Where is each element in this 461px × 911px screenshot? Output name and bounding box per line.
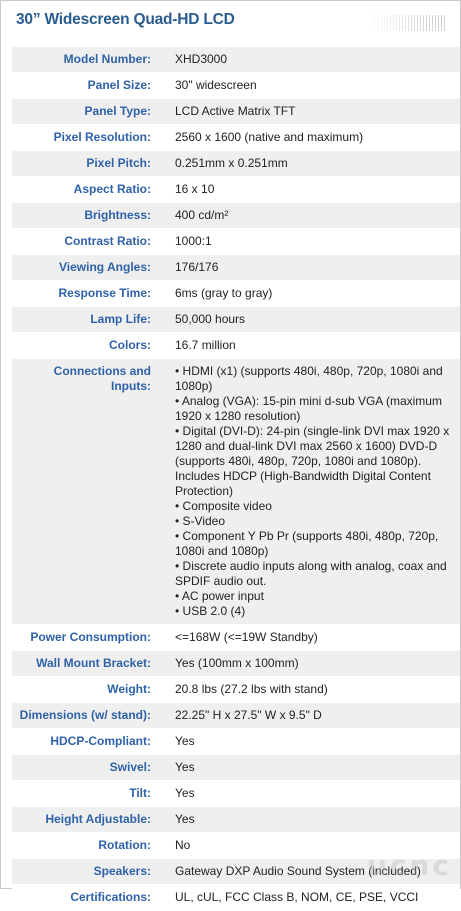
spec-value <box>162 729 460 754</box>
spec-label: Certifications: <box>70 890 151 904</box>
spec-row <box>12 703 460 729</box>
spec-row <box>12 281 460 307</box>
spec-value-line: 16 x 10 <box>175 182 215 196</box>
spec-value <box>162 359 460 624</box>
spec-value-line: 400 cd/m² <box>175 208 229 222</box>
spec-value <box>162 703 460 728</box>
spec-value <box>162 125 460 150</box>
spec-value-line: 0.251mm x 0.251mm <box>175 156 288 170</box>
spec-value-line: • Composite video <box>175 499 272 513</box>
spec-value <box>162 307 460 332</box>
spec-row <box>12 651 460 677</box>
spec-value-line: Yes (100mm x 100mm) <box>175 656 299 670</box>
spec-value-line: • AC power input <box>175 589 264 603</box>
spec-value-line: • Discrete audio inputs along with analog, coax and SPDIF audio out. <box>175 559 447 588</box>
spec-row <box>12 333 460 359</box>
spec-value <box>162 73 460 98</box>
spec-label: Colors: <box>109 338 151 352</box>
spec-value-line: • Analog (VGA): 15-pin mini d-sub VGA (maximum 1920 x 1280 resolution) <box>175 394 442 423</box>
spec-row <box>12 307 460 333</box>
spec-value-line: LCD Active Matrix TFT <box>175 104 296 118</box>
spec-label: Model Number: <box>63 52 151 66</box>
spec-value <box>162 47 460 72</box>
spec-label: Dimensions (w/ stand): <box>19 708 151 722</box>
spec-value-line: 176/176 <box>175 260 219 274</box>
spec-label: HDCP-Compliant: <box>50 734 151 748</box>
spec-label: Height Adjustable: <box>45 812 151 826</box>
spec-value-line: • Digital (DVI-D): 24-pin (single-link DVI max 1920 x 1280 and dual-link DVI max 2560 x 1600) DVD-D (supports 480i, 480p, 720p, 1080i and 1080p). Includes HDCP (High-Bandwidth Digital Content Protection) <box>175 424 450 498</box>
spec-row <box>12 255 460 281</box>
spec-row <box>12 177 460 203</box>
spec-value-line: 22.25" H x 27.5" W x 9.5" D <box>175 708 322 722</box>
spec-value <box>162 99 460 124</box>
spec-value-line: 16.7 million <box>175 338 236 352</box>
spec-label: Tilt: <box>129 786 151 800</box>
spec-value-line: 50,000 hours <box>175 312 246 326</box>
spec-value-line: • HDMI (x1) (supports 480i, 480p, 720p, 1080i and 1080p) <box>175 364 443 393</box>
spec-row <box>12 229 460 255</box>
spec-label: Contrast Ratio: <box>64 234 151 248</box>
spec-value <box>162 781 460 806</box>
spec-label: Aspect Ratio: <box>73 182 151 196</box>
spec-value-line: • USB 2.0 (4) <box>175 604 246 618</box>
spec-label: Panel Type: <box>84 104 151 118</box>
spec-row <box>12 359 460 625</box>
spec-label: Swivel: <box>109 760 151 774</box>
spec-value <box>162 625 460 650</box>
spec-value <box>162 755 460 780</box>
spec-row <box>12 781 460 807</box>
spec-value <box>162 281 460 306</box>
spec-value-line: XHD3000 <box>175 52 228 66</box>
spec-row <box>12 47 460 73</box>
spec-value-line: Yes <box>175 812 195 826</box>
spec-value <box>162 177 460 202</box>
spec-row <box>12 677 460 703</box>
spec-value <box>162 807 460 832</box>
spec-label: Brightness: <box>84 208 151 222</box>
spec-row <box>12 807 460 833</box>
spec-table <box>12 47 460 911</box>
spec-row <box>12 99 460 125</box>
spec-label: Weight: <box>107 682 151 696</box>
spec-value <box>162 255 460 280</box>
spec-label: Connections and Inputs: <box>53 364 151 393</box>
spec-label: Pixel Pitch: <box>86 156 151 170</box>
spec-value-line: 30" widescreen <box>175 78 257 92</box>
spec-value-line: UL, cUL, FCC Class B, NOM, CE, PSE, VCCI <box>175 890 419 904</box>
spec-value-line: Yes <box>175 786 195 800</box>
spec-label: Lamp Life: <box>90 312 151 326</box>
spec-label: Viewing Angles: <box>58 260 151 274</box>
spec-label: Pixel Resolution: <box>53 130 151 144</box>
spec-value-line: 20.8 lbs (27.2 lbs with stand) <box>175 682 328 696</box>
spec-value-line: Yes <box>175 734 195 748</box>
spec-label: Rotation: <box>98 838 151 852</box>
spec-row <box>12 755 460 781</box>
spec-value <box>162 333 460 358</box>
spec-row <box>12 151 460 177</box>
spec-value-line: Yes <box>175 760 195 774</box>
spec-value-line: No <box>175 838 191 852</box>
spec-value <box>162 651 460 676</box>
spec-value-line: • Component Y Pb Pr (supports 480i, 480p, 720p, 1080i and 1080p) <box>175 529 439 558</box>
spec-row <box>12 125 460 151</box>
spec-value-line: 2560 x 1600 (native and maximum) <box>175 130 364 144</box>
spec-value-line: 6ms (gray to gray) <box>175 286 273 300</box>
spec-value-line: • S-Video <box>175 514 226 528</box>
spec-label: Power Consumption: <box>30 630 151 644</box>
spec-value-line: <=168W (<=19W Standby) <box>175 630 318 644</box>
spec-value-line: 1000:1 <box>175 234 212 248</box>
spec-value <box>162 203 460 228</box>
spec-value-line: Gateway DXP Audio Sound System (included) <box>175 864 421 878</box>
spec-label: Response Time: <box>58 286 151 300</box>
spec-row <box>12 203 460 229</box>
spec-row <box>12 625 460 651</box>
spec-label: Speakers: <box>93 864 151 878</box>
spec-label: Panel Size: <box>87 78 151 92</box>
watermark-logo: ucnc <box>366 849 452 882</box>
spec-value <box>162 677 460 702</box>
header-decoration <box>369 15 447 31</box>
spec-value <box>162 151 460 176</box>
spec-row <box>12 729 460 755</box>
spec-value <box>162 229 460 254</box>
page-title: 30” Widescreen Quad-HD LCD <box>16 11 235 28</box>
spec-row <box>12 73 460 99</box>
spec-label: Wall Mount Bracket: <box>36 656 151 670</box>
